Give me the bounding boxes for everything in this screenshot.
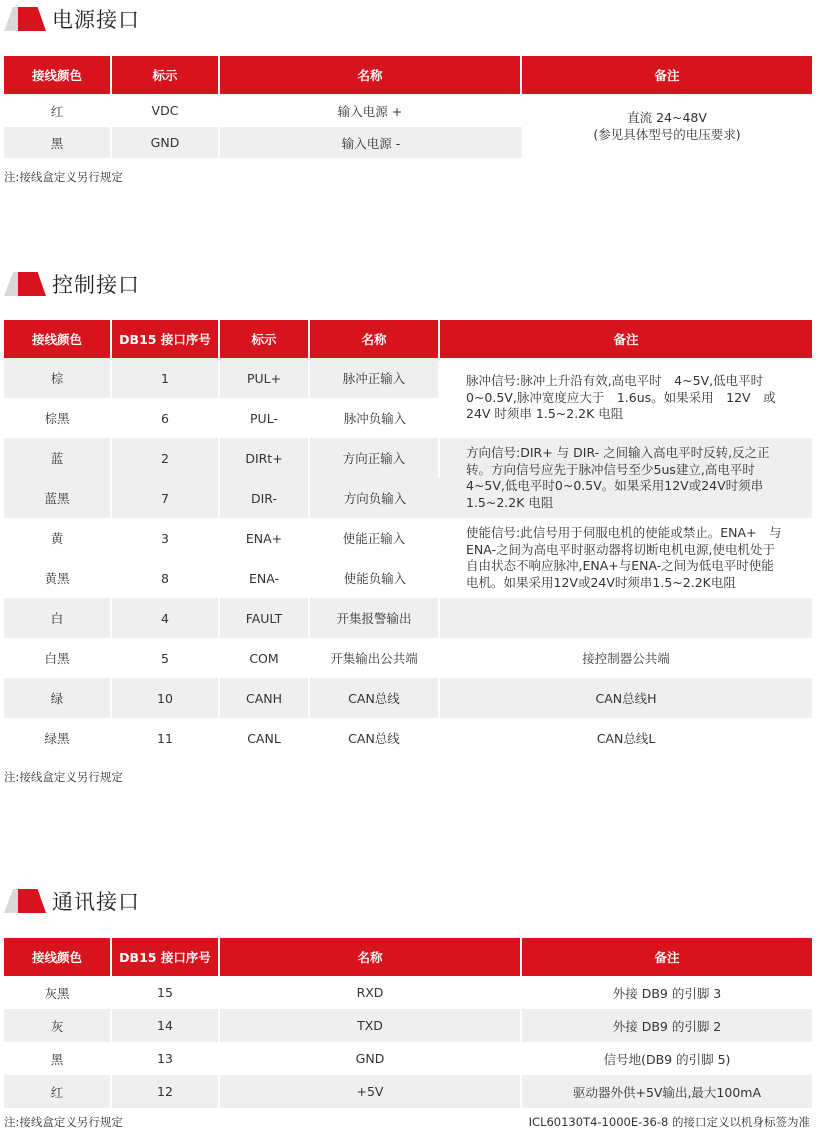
comm-interface-table: [4, 938, 812, 1108]
cell: 方向负输入: [310, 478, 440, 518]
cell: 黄黑: [4, 558, 112, 598]
section-marker-icon: [4, 7, 46, 31]
cell: 输入电源 +: [220, 94, 522, 127]
table-row: [4, 1075, 812, 1108]
remark-line: (参见具体型号的电压要求): [593, 127, 741, 142]
cell: 8: [112, 558, 220, 598]
cell: 11: [112, 718, 220, 758]
cell: VDC: [112, 94, 220, 127]
remark-cell: 方向信号:DIR+ 与 DIR- 之间输入高电平时反转,反之正转。方向信号应先于脉冲信号至少5us建立,高电平时4~5V,低电平时0~0.5V。如果采用12V或24V时须串1.5~2.2K 电阻: [440, 438, 812, 518]
cell: 黑: [4, 1042, 112, 1075]
cell: 蓝: [4, 438, 112, 478]
column-header: 标示: [220, 320, 310, 358]
table-row: [4, 518, 812, 558]
cell: +5V: [220, 1075, 522, 1108]
cell: 12: [112, 1075, 220, 1108]
cell: 灰: [4, 1009, 112, 1042]
cell: 7: [112, 478, 220, 518]
remark-line: 直流 24~48V: [627, 110, 707, 125]
cell: 红: [4, 1075, 112, 1108]
table-row: [4, 976, 812, 1009]
cell: 6: [112, 398, 220, 438]
cell: CAN总线L: [440, 718, 812, 758]
cell: 开集输出公共端: [310, 638, 440, 678]
footnote: 注:接线盒定义另行规定: [4, 1115, 123, 1129]
cell: 14: [112, 1009, 220, 1042]
column-header: 备注: [522, 938, 812, 976]
cell: COM: [220, 638, 310, 678]
control-section-header: [4, 267, 140, 301]
column-header: 备注: [440, 320, 812, 358]
remark-cell: [522, 94, 812, 158]
table-row: [4, 678, 812, 718]
section-title: 通讯接口: [52, 890, 140, 914]
section-marker-icon: [4, 889, 46, 913]
cell: 10: [112, 678, 220, 718]
table-row: [4, 358, 812, 398]
table-row: [4, 718, 812, 758]
comm-section-header: [4, 884, 140, 918]
cell: 脉冲负输入: [310, 398, 440, 438]
table-row: [4, 598, 812, 638]
cell: 白: [4, 598, 112, 638]
cell: 白黑: [4, 638, 112, 678]
table-row: [4, 94, 812, 127]
cell: ENA+: [220, 518, 310, 558]
column-header: 接线颜色: [4, 320, 112, 358]
cell: 绿: [4, 678, 112, 718]
cell: 4: [112, 598, 220, 638]
cell: CANH: [220, 678, 310, 718]
cell: GND: [112, 127, 220, 158]
cell: 5: [112, 638, 220, 678]
control-interface-table: [4, 320, 812, 758]
cell: 15: [112, 976, 220, 1009]
column-header: 备注: [522, 56, 812, 94]
cell: CANL: [220, 718, 310, 758]
column-header: 名称: [220, 56, 522, 94]
cell: 3: [112, 518, 220, 558]
cell: CAN总线H: [440, 678, 812, 718]
cell: 外接 DB9 的引脚 3: [522, 976, 812, 1009]
column-header: 名称: [220, 938, 522, 976]
cell: 黄: [4, 518, 112, 558]
cell: 黑: [4, 127, 112, 158]
cell: ENA-: [220, 558, 310, 598]
footnote: 注:接线盒定义另行规定: [4, 170, 123, 184]
cell: 使能正输入: [310, 518, 440, 558]
section-title: 电源接口: [52, 8, 140, 32]
cell: 开集报警输出: [310, 598, 440, 638]
cell: 输入电源 -: [220, 127, 522, 158]
column-header: 接线颜色: [4, 56, 112, 94]
footnote: 注:接线盒定义另行规定: [4, 770, 123, 784]
cell: TXD: [220, 1009, 522, 1042]
cell: 红: [4, 94, 112, 127]
cell: 2: [112, 438, 220, 478]
cell: 棕: [4, 358, 112, 398]
table-row: [4, 1009, 812, 1042]
cell: 1: [112, 358, 220, 398]
cell: 蓝黑: [4, 478, 112, 518]
cell: 信号地(DB9 的引脚 5): [522, 1042, 812, 1075]
column-header: DB15 接口序号: [112, 938, 220, 976]
cell: FAULT: [220, 598, 310, 638]
cell: 灰黑: [4, 976, 112, 1009]
cell: 脉冲正输入: [310, 358, 440, 398]
cell: CAN总线: [310, 678, 440, 718]
cell: PUL-: [220, 398, 310, 438]
cell: RXD: [220, 976, 522, 1009]
cell: 外接 DB9 的引脚 2: [522, 1009, 812, 1042]
cell: GND: [220, 1042, 522, 1075]
cell: DIR-: [220, 478, 310, 518]
section-title: 控制接口: [52, 273, 140, 297]
cell: 接控制器公共端: [440, 638, 812, 678]
column-header: 标示: [112, 56, 220, 94]
power-section-header: [4, 2, 140, 36]
cell: DIRt+: [220, 438, 310, 478]
cell: 13: [112, 1042, 220, 1075]
cell: 方向正输入: [310, 438, 440, 478]
cell: [440, 598, 812, 638]
cell: 使能负输入: [310, 558, 440, 598]
column-header: 接线颜色: [4, 938, 112, 976]
table-row: [4, 1042, 812, 1075]
footer-note: ICL60130T4-1000E-36-8 的接口定义以机身标签为准: [528, 1115, 810, 1129]
remark-cell: 脉冲信号:脉冲上升沿有效,高电平时 4~5V,低电平时0~0.5V,脉冲宽度应大于 1.6us。如果采用 12V 或 24V 时须串 1.5~2.2K 电阻: [440, 358, 812, 438]
cell: 绿黑: [4, 718, 112, 758]
cell: CAN总线: [310, 718, 440, 758]
table-row: [4, 638, 812, 678]
column-header: DB15 接口序号: [112, 320, 220, 358]
remark-cell: 使能信号:此信号用于伺服电机的使能或禁止。ENA+ 与ENA-之间为高电平时驱动器将切断电机电源,使电机处于自由状态不响应脉冲,ENA+与ENA-之间为低电平时使能电机。如果采用12V或24V时须串1.5~2.2K电阻: [440, 518, 812, 598]
table-row: [4, 438, 812, 478]
cell: 驱动器外供+5V输出,最大100mA: [522, 1075, 812, 1108]
section-marker-icon: [4, 272, 46, 296]
cell: PUL+: [220, 358, 310, 398]
cell: 棕黑: [4, 398, 112, 438]
power-interface-table: [4, 56, 812, 158]
column-header: 名称: [310, 320, 440, 358]
